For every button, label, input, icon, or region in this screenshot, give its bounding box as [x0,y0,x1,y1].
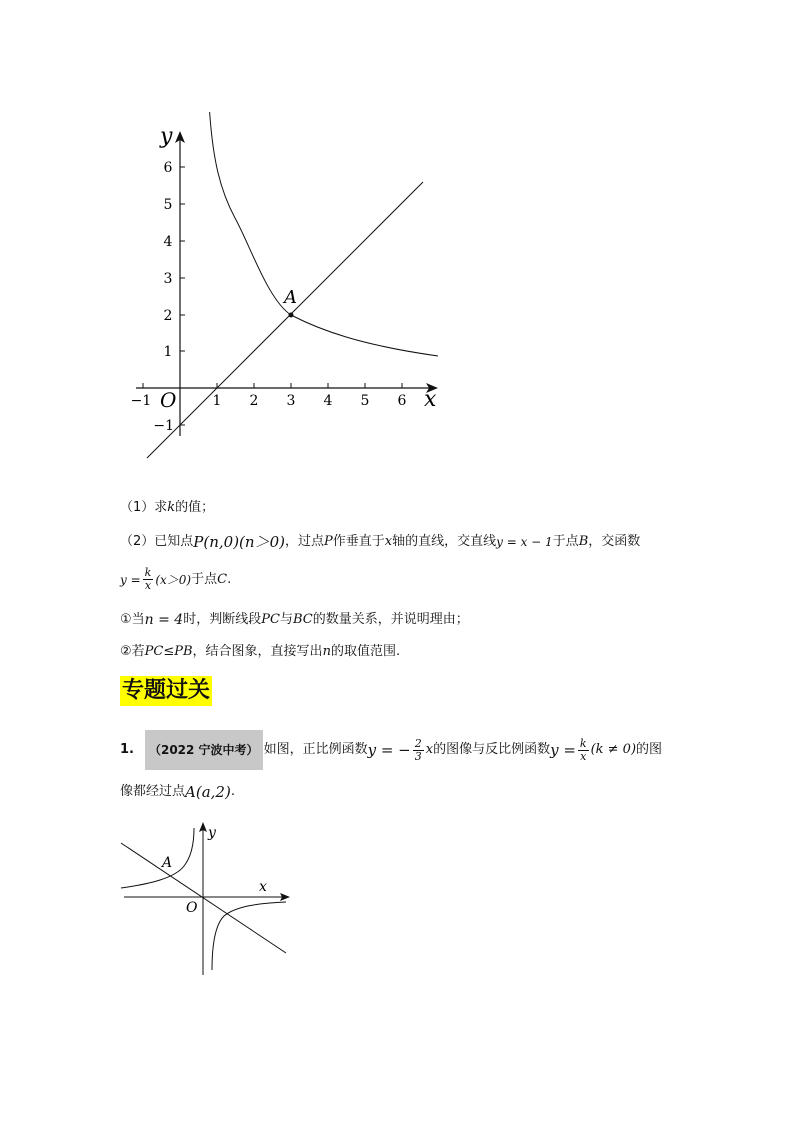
q2-text: . [227,571,232,587]
sub-question-2 [120,642,400,662]
hyperbola-branch-upper-left [121,828,194,888]
q2-point-p: P(n,0)(n＞0) [193,533,285,551]
p1-point-a: A(a,2) [185,783,231,801]
p1-condition: (k ≠ 0) [590,742,637,757]
hyperbola-curve-actual [210,112,438,356]
p1-text: 的图 [636,742,663,757]
question-2-line-1 [120,532,640,552]
q1-var: k [167,500,176,515]
p1-func-y: y = [550,741,576,759]
y-tick-label: 6 [163,160,173,176]
x-tick-label: −1 [130,393,152,409]
q2-text: 于点 [552,534,579,549]
sub-question-1 [120,610,469,630]
x-axis-label: x [424,387,437,412]
q2-text: 于点 [191,571,218,587]
q2-fraction [143,567,154,592]
q2-var: x [384,534,393,549]
p1-var: x [425,742,434,757]
q2-text: 轴的直线，交直线 [392,534,497,549]
sub2-var: n [322,644,331,659]
x-tick-label: 4 [323,393,333,409]
q1-prefix: （1）求 [120,500,168,515]
sub1-eq: n = 4 [144,612,184,628]
x-tick-label: 6 [397,393,407,409]
q2-text: ，交函数 [588,534,641,549]
x-tick-label: 2 [249,393,259,409]
origin-label: O [186,900,198,916]
q1-suffix: 的值； [175,500,215,515]
q2-var: P [323,534,333,549]
graph-1 [130,110,450,470]
point-a-label: A [162,855,173,871]
point-a [289,313,294,318]
p1-fraction-num: 2 [414,736,422,750]
p1-text: 像都经过点 [120,784,186,799]
x-tick-label: 5 [360,393,370,409]
q2-domain: (x＞0) [155,572,192,587]
y-axis-label: y [208,825,216,841]
p1-text: 如图，正比例函数 [263,742,368,757]
y-axis-label: y [160,124,173,149]
p1-fraction-num: k [579,736,587,750]
q2-func-y: y = [120,572,141,587]
p1-text: 的图像与反比例函数 [433,742,551,757]
sub1-text: ①当 [120,612,145,627]
x-tick-marks [143,383,402,388]
q2-var: B [578,534,589,549]
p1-func-y: y = − [367,741,411,759]
q2-text: ，过点 [284,534,324,549]
sub2-text: ②若 [120,644,145,659]
y-tick-label: 3 [163,271,173,287]
x-tick-label: 3 [286,393,296,409]
problem-1-line-2 [120,782,235,802]
p1-text: . [230,784,235,799]
sub2-text: ，结合图象，直接写出 [192,644,323,659]
graph-2 [115,815,295,985]
q2-line-eq: y = x − 1 [496,535,553,549]
sub1-var: PC [261,612,280,627]
q2-fraction-den: x [144,579,152,592]
q2-var: C [217,571,228,587]
q2-text: （2）已知点 [120,534,194,549]
point-a-label: A [284,287,297,308]
sub2-text: 的取值范围. [330,644,401,659]
sub2-ineq: PC≤PB [144,644,193,659]
source-badge: （2022 宁波中考） [145,730,263,770]
hyperbola-curve [210,112,438,315]
origin-label: O [160,388,177,412]
p1-fraction-2 [578,738,589,763]
sub1-text: 的数量关系，并说明理由； [312,612,469,627]
line-y-eq-x-minus-1 [147,182,423,458]
q2-text: 作垂直于 [332,534,385,549]
question-2-line-2 [120,567,231,592]
x-axis-label: x [259,879,267,895]
p1-fraction-den: 3 [414,749,422,763]
sub1-text: 时，判断线段 [183,612,262,627]
y-tick-label: −1 [153,418,174,434]
sub1-text: 与 [279,612,293,627]
y-tick-label: 1 [163,344,173,360]
question-1 [120,498,214,518]
y-tick-marks [180,167,185,425]
y-tick-label: 2 [163,308,173,324]
problem-1-line-1 [120,730,662,770]
hyperbola-branch-lower-right [212,902,286,970]
x-tick-label: 1 [212,393,222,409]
y-tick-label: 5 [163,197,173,213]
y-tick-label: 4 [163,234,173,250]
section-title: 专题过关 [120,676,212,706]
p1-fraction-den: x [580,749,587,763]
problem-number: 1. [120,742,134,757]
sub1-var: BC [292,612,313,627]
p1-fraction-1 [413,738,424,763]
q2-fraction-num: k [144,566,152,579]
